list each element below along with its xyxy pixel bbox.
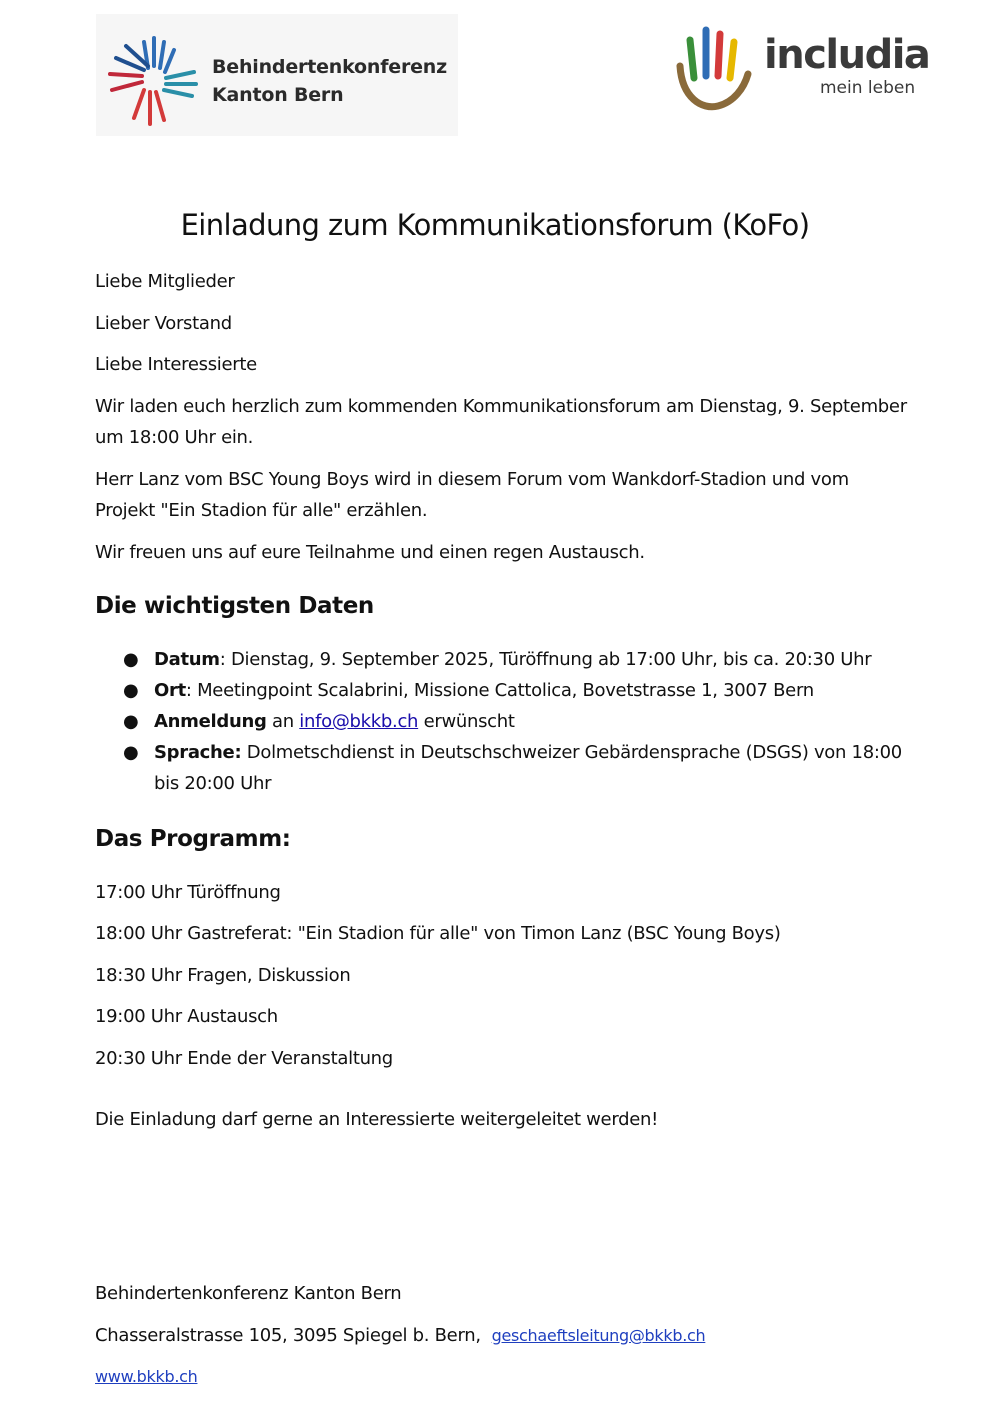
fact-sprache-label: Sprache: [154, 742, 242, 763]
facts-heading: Die wichtigsten Daten [95, 593, 374, 619]
info-email-link[interactable]: info@bkkb.ch [299, 711, 419, 732]
programm-item: 18:00 Uhr Gastreferat: "Ein Stadion für alle" von Timon Lanz (BSC Young Boys) [95, 923, 781, 944]
fact-anmeldung-pre: an [266, 711, 300, 732]
bullet-icon: ● [123, 649, 139, 670]
intro-p2-line2: Projekt "Ein Stadion für alle" erzählen. [95, 500, 428, 521]
bullet-icon: ● [123, 680, 139, 701]
includia-brand: includia [764, 32, 930, 78]
fact-ort-label: Ort [154, 680, 186, 701]
footer-email-link[interactable]: geschaeftsleitung@bkkb.ch [491, 1326, 706, 1345]
forward-note: Die Einladung darf gerne an Interessierte weitergeleitet werden! [95, 1109, 659, 1130]
footer-address-line [95, 1320, 945, 1351]
fact-anmeldung-label: Anmeldung [154, 711, 267, 732]
page-title: Einladung zum Kommunikationsforum (KoFo) [180, 208, 810, 242]
includia-tagline: mein leben [820, 78, 916, 98]
programm-item: 18:30 Uhr Fragen, Diskussion [95, 965, 351, 986]
intro-p1-line1: Wir laden euch herzlich zum kommenden Kommunikationsforum am Dienstag, 9. September [95, 396, 907, 417]
intro-paragraph-3: Wir freuen uns auf eure Teilnahme und einen regen Austausch. [95, 542, 645, 563]
fact-sprache-value-line2: bis 20:00 Uhr [154, 773, 272, 794]
footer-org: Behindertenkonferenz Kanton Bern [95, 1283, 402, 1304]
bullet-icon: ● [123, 742, 139, 763]
fact-datum [95, 644, 945, 675]
intro-paragraph-1 [95, 391, 945, 453]
intro-p1-line2: um 18:00 Uhr ein. [95, 427, 254, 448]
footer-address: Chasseralstrasse 105, 3095 Spiegel b. Bern, [95, 1325, 481, 1346]
hands-circle-icon [104, 28, 204, 128]
footer-website-link[interactable]: www.bkkb.ch [95, 1367, 198, 1386]
greeting-interested: Liebe Interessierte [95, 354, 257, 375]
facts-list [95, 644, 945, 799]
fact-ort [95, 675, 945, 706]
fact-datum-label: Datum [154, 649, 220, 670]
bkkb-logo [96, 14, 458, 136]
intro-p2-line1: Herr Lanz vom BSC Young Boys wird in diesem Forum vom Wankdorf-Stadion und vom [95, 469, 849, 490]
bkkb-logo-line1: Behindertenkonferenz [212, 56, 447, 78]
fact-anmeldung [95, 706, 945, 737]
fact-datum-value: : Dienstag, 9. September 2025, Türöffnung ab 17:00 Uhr, bis ca. 20:30 Uhr [219, 649, 872, 670]
fact-anmeldung-post: erwünscht [418, 711, 515, 732]
programm-item: 17:00 Uhr Türöffnung [95, 882, 281, 903]
bkkb-logo-line2: Kanton Bern [212, 84, 344, 106]
programm-heading: Das Programm: [95, 826, 291, 852]
footer-website-line [95, 1361, 945, 1392]
hand-stripes-icon [672, 26, 754, 112]
programm-item: 20:30 Uhr Ende der Veranstaltung [95, 1048, 393, 1069]
fact-ort-value: : Meetingpoint Scalabrini, Missione Cattolica, Bovetstrasse 1, 3007 Bern [185, 680, 814, 701]
fact-sprache [95, 737, 945, 799]
includia-logo [672, 22, 930, 114]
fact-sprache-value-line1: Dolmetschdienst in Deutschschweizer Gebärdensprache (DSGS) von 18:00 [241, 742, 902, 763]
programm-item: 19:00 Uhr Austausch [95, 1006, 278, 1027]
intro-paragraph-2 [95, 464, 945, 526]
greeting-members: Liebe Mitglieder [95, 271, 235, 292]
bullet-icon: ● [123, 711, 139, 732]
greeting-board: Lieber Vorstand [95, 313, 232, 334]
